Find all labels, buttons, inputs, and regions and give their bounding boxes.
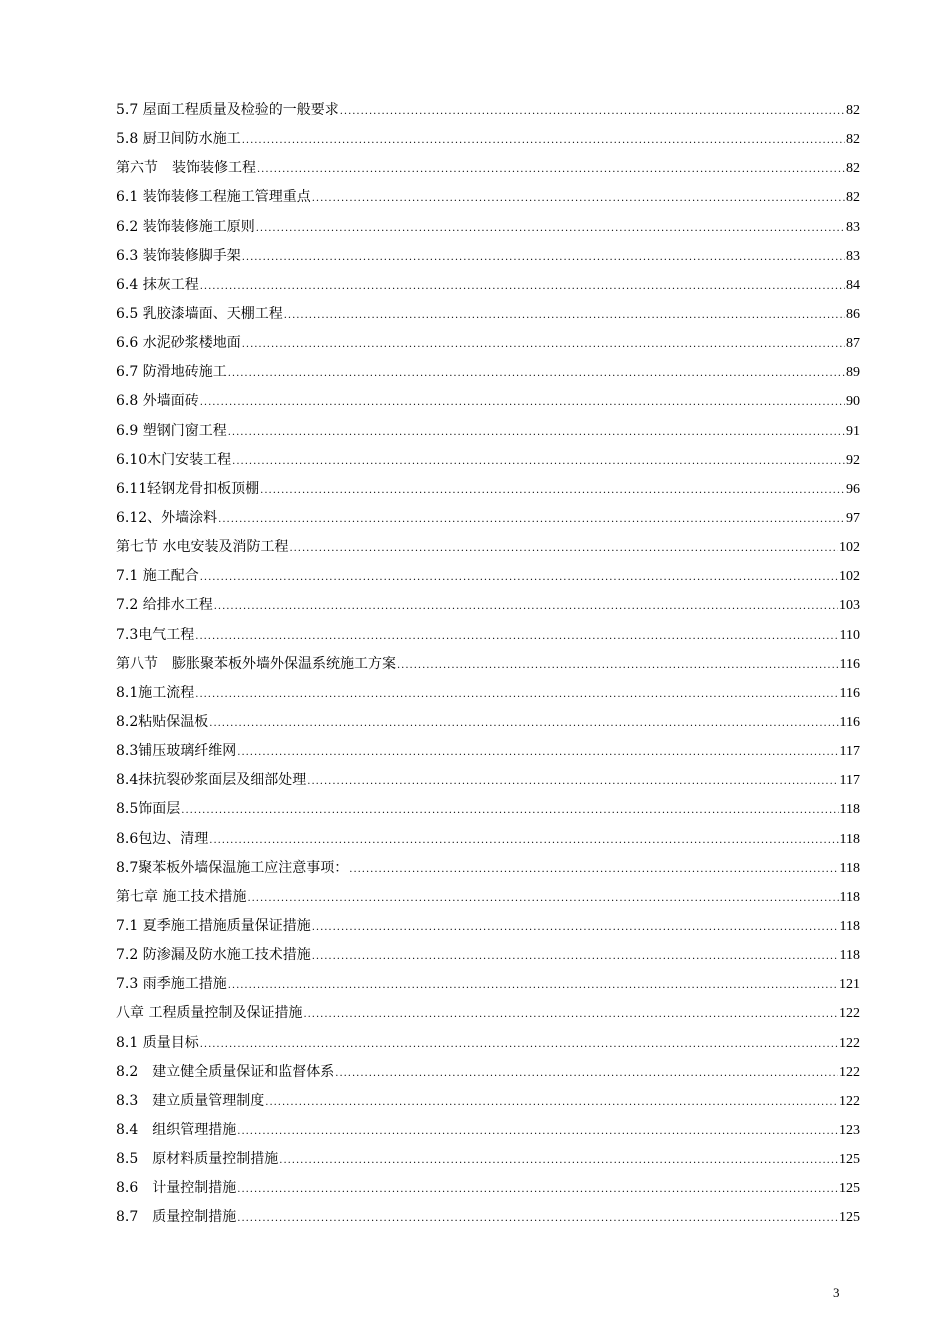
toc-entry[interactable] [116,1174,860,1203]
toc-leader-dots [237,1175,838,1204]
toc-leader-dots [335,1059,838,1088]
toc-entry[interactable] [116,679,860,708]
toc-entry-page: 102 [839,540,860,556]
toc-leader-dots [209,826,838,855]
toc-entry-page: 125 [839,1152,860,1168]
toc-entry-title: 8.5饰面层 [116,801,181,818]
toc-entry[interactable] [116,475,860,504]
toc-entry[interactable] [116,621,860,650]
toc-entry-title: 6.5 乳胶漆墙面、天棚工程 [116,305,283,322]
toc-entry-page: 82 [846,103,860,118]
toc-entry-page: 86 [846,306,860,322]
toc-leader-dots [195,680,838,709]
toc-entry-page: 125 [839,1210,860,1226]
toc-entry-title: 7.1 施工配合 [116,568,199,585]
toc-entry-page: 82 [846,161,860,177]
toc-entry[interactable] [116,533,860,562]
toc-entry-title: 8.3 建立质量管理制度 [116,1092,265,1109]
toc-entry-page: 110 [839,627,860,643]
toc-leader-dots [228,971,838,1000]
toc-entry-page: 82 [846,132,860,148]
toc-entry-page: 117 [839,744,860,760]
toc-leader-dots [260,476,845,505]
toc-entry[interactable] [116,96,860,125]
toc-entry-page: 117 [839,773,860,789]
toc-entry[interactable] [116,125,860,154]
toc-entry[interactable] [116,242,860,271]
toc-entry-title: 8.6包边、清理 [116,830,209,847]
toc-entry[interactable] [116,970,860,999]
toc-leader-dots [312,942,839,971]
toc-leader-dots [257,155,845,184]
toc-entry[interactable] [116,1029,860,1058]
toc-entry[interactable] [116,883,860,912]
toc-entry-title: 7.2 给排水工程 [116,597,213,614]
toc-leader-dots [307,767,838,796]
toc-leader-dots [209,709,838,738]
toc-entry-page: 123 [839,1122,860,1138]
toc-entry-title: 7.2 防渗漏及防水施工技术措施 [116,947,311,964]
table-of-contents [116,96,860,1232]
toc-entry[interactable] [116,1087,860,1116]
toc-entry[interactable] [116,795,860,824]
toc-entry-title: 7.3 雨季施工措施 [116,976,227,993]
toc-entry-page: 118 [839,831,860,847]
toc-leader-dots [312,913,839,942]
toc-entry-page: 83 [846,248,860,264]
toc-entry-title: 6.10木门安装工程 [116,451,232,468]
toc-leader-dots [289,534,838,563]
toc-entry-page: 116 [839,685,860,701]
toc-leader-dots [200,563,838,592]
toc-leader-dots [247,884,838,913]
toc-leader-dots [181,796,838,825]
toc-entry-title: 第七节 水电安装及消防工程 [116,539,289,556]
toc-entry-page: 87 [846,336,860,352]
toc-entry-title: 8.4抹抗裂砂浆面层及细部处理 [116,772,307,789]
toc-entry-page: 122 [839,1035,860,1051]
toc-entry-page: 90 [846,394,860,410]
toc-entry-title: 6.3 装饰装修脚手架 [116,247,241,264]
toc-entry-title: 8.1 质量目标 [116,1034,199,1051]
toc-leader-dots [256,214,845,243]
toc-entry[interactable] [116,1145,860,1174]
toc-entry-title: 8.2粘贴保温板 [116,713,209,730]
toc-leader-dots [195,622,838,651]
toc-entry[interactable] [116,562,860,591]
toc-entry-page: 91 [846,423,860,439]
toc-leader-dots [242,243,845,272]
toc-entry-page: 121 [839,977,860,993]
toc-entry-title: 7.3电气工程 [116,626,195,643]
toc-entry[interactable] [116,941,860,970]
toc-entry-title: 8.5 原材料质量控制措施 [116,1151,279,1168]
toc-leader-dots [340,97,845,126]
toc-entry-title: 6.7 防滑地砖施工 [116,364,227,381]
toc-entry-title: 5.7 屋面工程质量及检验的一般要求 [116,102,339,118]
toc-entry-title: 第八节 膨胀聚苯板外墙外保温系统施工方案 [116,655,396,672]
toc-entry-page: 122 [839,1006,860,1022]
toc-leader-dots [284,301,845,330]
toc-entry-page: 83 [846,219,860,235]
toc-entry[interactable] [116,708,860,737]
toc-entry[interactable] [116,504,860,533]
toc-leader-dots [214,592,838,621]
toc-entry-page: 118 [839,918,860,934]
toc-entry-page: 96 [846,481,860,497]
toc-leader-dots [242,126,845,155]
toc-entry-title: 第六节 装饰装修工程 [116,160,256,177]
toc-entry[interactable] [116,154,860,183]
toc-entry-title: 6.9 塑钢门窗工程 [116,422,227,439]
toc-entry-title: 6.4 抹灰工程 [116,276,199,293]
toc-entry-title: 8.6 计量控制措施 [116,1180,237,1197]
toc-entry-title: 6.11轻钢龙骨扣板顶棚 [116,480,260,497]
toc-leader-dots [200,1030,838,1059]
toc-leader-dots [349,855,838,884]
toc-leader-dots [265,1088,838,1117]
toc-entry-page: 89 [846,365,860,381]
toc-entry-title: 8.7聚苯板外墙保温施工应注意事项： [116,859,349,876]
toc-entry-title: 8.2 建立健全质量保证和监督体系 [116,1063,335,1080]
toc-leader-dots [279,1146,838,1175]
toc-entry-page: 103 [839,598,860,614]
toc-entry-title: 6.8 外墙面砖 [116,393,199,410]
toc-leader-dots [218,505,845,534]
toc-entry-title: 6.12、外墙涂料 [116,509,218,526]
toc-entry-title: 8.4 组织管理措施 [116,1121,237,1138]
toc-entry[interactable] [116,650,860,679]
toc-leader-dots [312,184,845,213]
toc-leader-dots [228,418,845,447]
toc-entry-title: 8.7 质量控制措施 [116,1209,237,1226]
toc-leader-dots [237,738,838,767]
toc-entry[interactable] [116,358,860,387]
toc-entry[interactable] [116,417,860,446]
toc-entry[interactable] [116,446,860,475]
toc-entry[interactable] [116,387,860,416]
toc-leader-dots [242,330,845,359]
toc-entry-page: 118 [839,948,860,964]
toc-entry[interactable] [116,999,860,1028]
toc-entry-title: 8.3铺压玻璃纤维网 [116,743,237,760]
toc-entry-page: 84 [846,277,860,293]
toc-entry-title: 5.8 厨卫间防水施工 [116,131,241,148]
toc-entry-title: 第七章 施工技术措施 [116,888,247,905]
page-number: 3 [833,1285,840,1300]
toc-leader-dots [237,1117,838,1146]
toc-entry[interactable] [116,300,860,329]
toc-leader-dots [200,272,845,301]
toc-entry[interactable] [116,1116,860,1145]
toc-entry-title: 6.2 装饰装修施工原则 [116,218,255,235]
toc-entry-title: 八章 工程质量控制及保证措施 [116,1005,303,1022]
toc-entry[interactable] [116,912,860,941]
toc-entry[interactable] [116,854,860,883]
toc-entry[interactable] [116,737,860,766]
toc-entry-page: 97 [846,510,860,526]
toc-entry-title: 8.1施工流程 [116,684,195,701]
toc-entry[interactable] [116,183,860,212]
toc-leader-dots [303,1000,838,1029]
toc-entry-page: 118 [839,889,860,905]
toc-leader-dots [200,388,845,417]
toc-leader-dots [397,651,839,680]
toc-entry-page: 125 [839,1181,860,1197]
toc-entry-page: 116 [839,656,860,672]
toc-entry[interactable] [116,1203,860,1232]
toc-entry-page: 82 [846,190,860,206]
toc-entry-page: 92 [846,452,860,468]
toc-entry-title: 6.1 装饰装修工程施工管理重点 [116,189,311,206]
toc-entry-page: 122 [839,1093,860,1109]
toc-entry[interactable] [116,825,860,854]
toc-entry[interactable] [116,271,860,300]
toc-entry[interactable] [116,213,860,242]
toc-entry-title: 7.1 夏季施工措施质量保证措施 [116,917,311,934]
toc-entry-title: 6.6 水泥砂浆楼地面 [116,335,241,352]
toc-entry[interactable] [116,766,860,795]
toc-leader-dots [237,1204,838,1233]
toc-entry-page: 118 [839,802,860,818]
toc-entry-page: 118 [839,860,860,876]
toc-entry[interactable] [116,591,860,620]
toc-entry[interactable] [116,329,860,358]
toc-entry-page: 102 [839,569,860,585]
toc-entry-page: 116 [839,714,860,730]
toc-leader-dots [232,447,845,476]
toc-entry-page: 122 [839,1064,860,1080]
toc-entry[interactable] [116,1058,860,1087]
toc-leader-dots [228,359,845,388]
